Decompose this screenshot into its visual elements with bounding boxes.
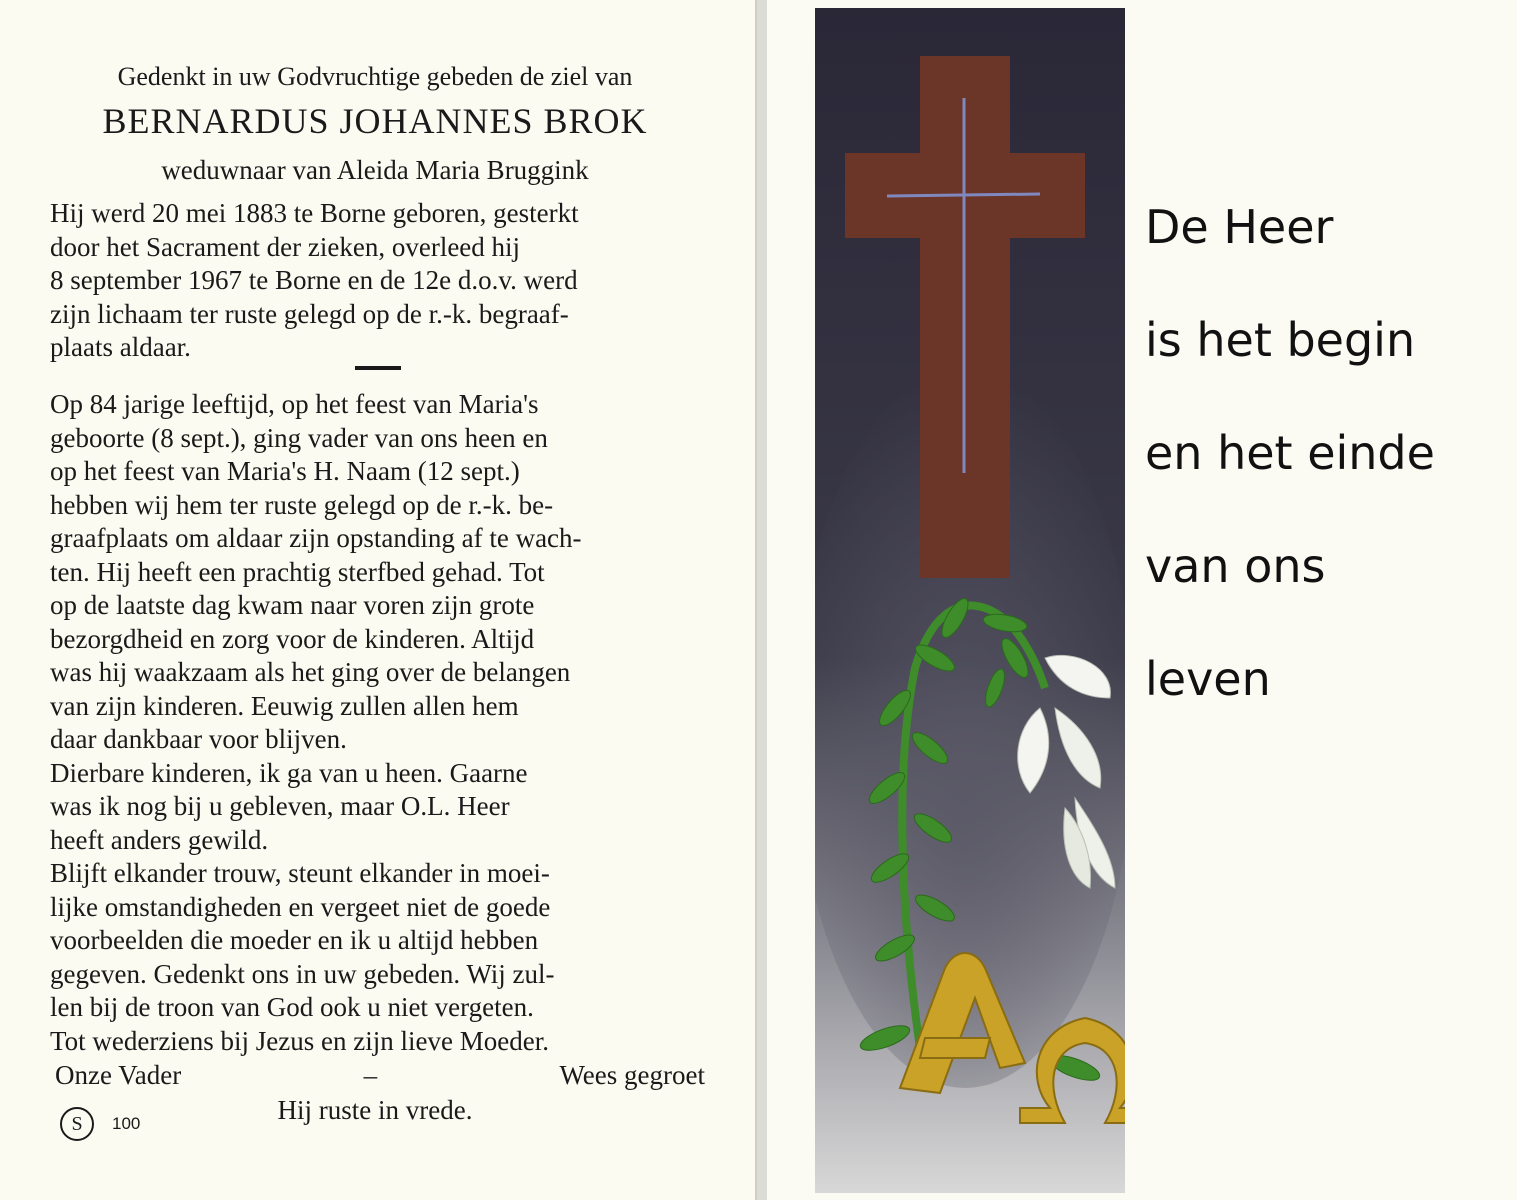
body-line: len bij de troon van God ook u niet vergeten. xyxy=(50,992,534,1022)
body-line: gegeven. Gedenkt ons in uw gebeden. Wij zul- xyxy=(50,958,555,989)
prayer-row xyxy=(55,1060,705,1091)
body-line: voorbeelden die moeder en ik u altijd hebben xyxy=(50,925,539,955)
body-paragraph xyxy=(50,388,705,1058)
body-line: Dierbare kinderen, ik ga van u heen. Gaarne xyxy=(50,757,528,788)
rest-in-peace: Hij ruste in vrede. xyxy=(277,1095,473,1125)
verse-line-2: is het begin xyxy=(1145,313,1416,367)
body-line: Blijft elkander trouw, steunt elkander in moei- xyxy=(50,858,550,888)
body-line: Op 84 jarige leeftijd, op het feest van Maria's xyxy=(50,389,539,419)
spouse-line: weduwnaar van Aleida Maria Bruggink xyxy=(161,155,589,185)
body-line: geboorte (8 sept.), ging vader van ons heen en xyxy=(50,422,548,453)
verse-line-1: De Heer xyxy=(1145,200,1334,254)
verse-line-3: en het einde xyxy=(1145,426,1435,480)
bio-line: door het Sacrament der zieken, overleed hij xyxy=(50,231,521,262)
prayer-separator: – xyxy=(363,1060,378,1090)
bio-line: Hij werd 20 mei 1883 te Borne geboren, gesterkt xyxy=(50,198,579,228)
left-card xyxy=(0,0,757,1200)
printer-logo-icon: S xyxy=(60,1107,94,1141)
bio-line: zijn lichaam ter ruste gelegd op de r.-k. begraaf- xyxy=(50,298,569,329)
body-line: ten. Hij heeft een prachtig sterfbed gehad. Tot xyxy=(50,556,545,587)
body-line: Tot wederziens bij Jezus en zijn lieve Moeder. xyxy=(50,1025,549,1056)
body-line: bezorgdheid en zorg voor de kinderen. Altijd xyxy=(50,623,535,654)
prayer-wees-gegroet: Wees gegroet xyxy=(559,1060,705,1090)
body-line: op de laatste dag kwam naar voren zijn grote xyxy=(50,590,535,620)
verse-line-5: leven xyxy=(1145,652,1271,706)
prayer-onze-vader: Onze Vader xyxy=(55,1060,182,1090)
bio-line: 8 september 1967 te Borne en de 12e d.o.v. werd xyxy=(50,265,578,295)
bio-paragraph xyxy=(50,197,705,365)
bio-line: plaats aldaar. xyxy=(50,332,191,362)
printer-number: 100 xyxy=(112,1114,141,1133)
body-line: was ik nog bij u gebleven, maar O.L. Heer xyxy=(50,791,510,821)
body-line: lijke omstandigheden en vergeet niet de goede xyxy=(50,891,551,922)
intro-text: Gedenkt in uw Godvruchtige gebeden de ziel van xyxy=(117,62,633,91)
body-line: was hij waakzaam als het ging over de belangen xyxy=(50,657,571,687)
body-line: hebben wij hem ter ruste gelegd op de r.-k. be- xyxy=(50,489,554,520)
verse-line-4: van ons xyxy=(1145,539,1326,593)
devotional-image xyxy=(815,8,1125,1193)
body-line: heeft anders gewild. xyxy=(50,824,269,855)
body-line: op het feest van Maria's H. Naam (12 sept.) xyxy=(50,456,520,486)
body-line: daar dankbaar voor blijven. xyxy=(50,724,347,754)
body-line: graafplaats om aldaar zijn opstanding af te wach- xyxy=(50,523,582,553)
body-line: van zijn kinderen. Eeuwig zullen allen hem xyxy=(50,690,519,721)
divider xyxy=(355,366,401,370)
deceased-name: BERNARDUS JOHANNES BROK xyxy=(102,101,648,141)
